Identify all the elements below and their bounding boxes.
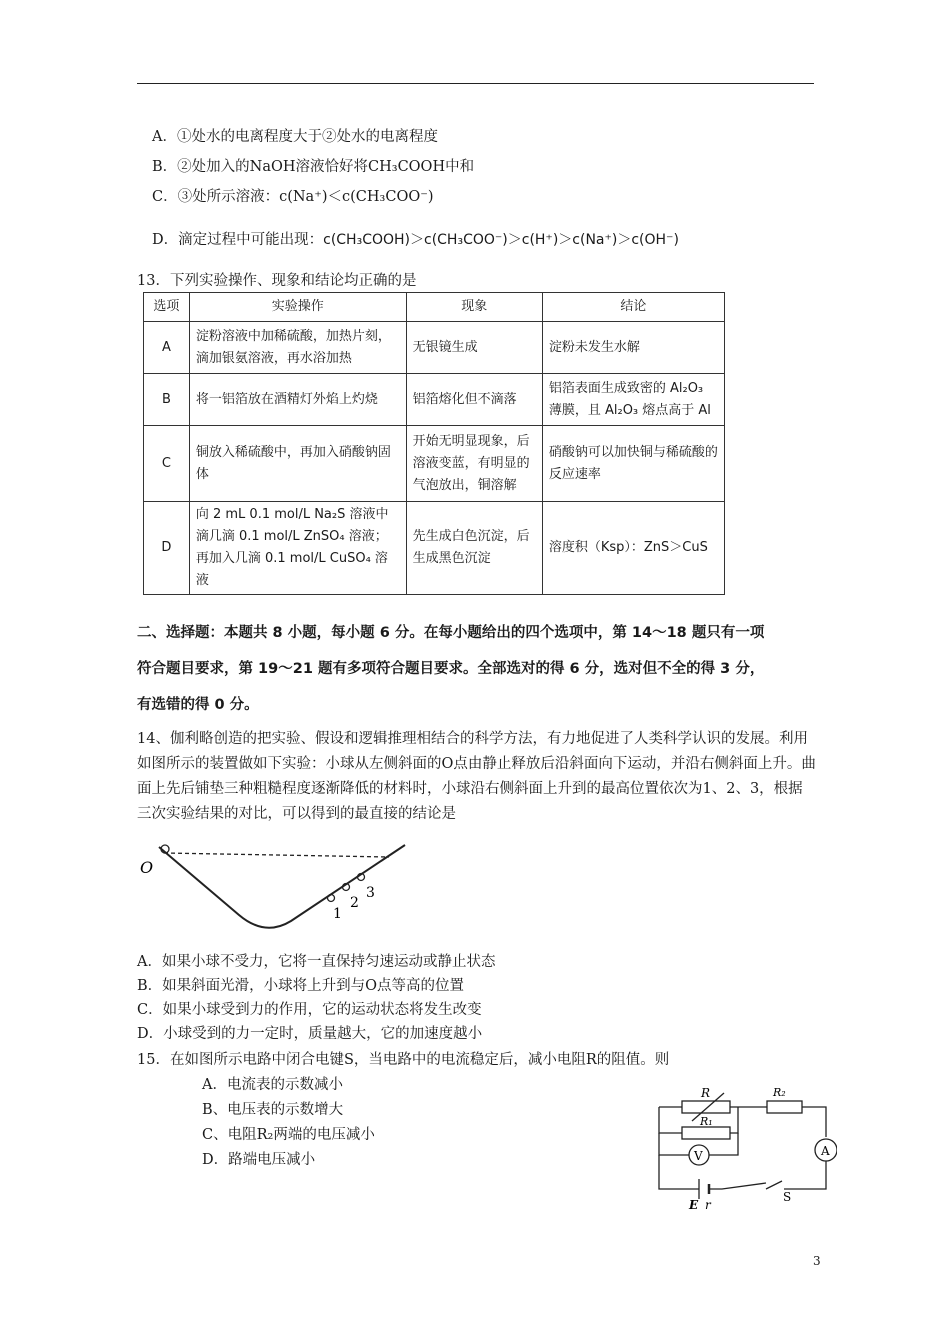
label-r: R [701, 1086, 711, 1100]
q14-option-b: B．如果斜面光滑，小球将上升到与O点等高的位置 [137, 978, 465, 994]
wire-r1-branch [659, 1107, 738, 1133]
table-cell-operation: 将一铝箔放在酒精灯外焰上灼烧 [189, 374, 406, 426]
table-row [144, 502, 725, 595]
q13-stem: 13．下列实验操作、现象和结论均正确的是 [137, 273, 417, 289]
q15-option-a: A．电流表的示数减小 [202, 1077, 343, 1093]
table-header-cell: 选项 [144, 293, 190, 322]
q12-option-a: A．①处水的电离程度大于②处水的电离程度 [152, 129, 438, 145]
label-r1: R₁ [700, 1115, 713, 1128]
resistor-r [682, 1101, 730, 1113]
table-cell-conclusion: 淀粉未发生水解 [542, 322, 724, 374]
table-header-cell: 现象 [406, 293, 542, 322]
q12-option-d-formula: c(CH₃COOH)＞c(CH₃COO⁻)＞c(H⁺)＞c(Na⁺)＞c(OH⁻) [323, 232, 679, 248]
q15-option-c: C、电阻R₂两端的电压减小 [202, 1127, 375, 1143]
section-heading-line-3: 有选错的得 0 分。 [137, 697, 259, 713]
table-cell-phenomenon: 无银镜生成 [406, 322, 542, 374]
q15-stem: 15．在如图所示电路中闭合电键S，当电路中的电流稳定后，减小电阻R的阻值。则 [137, 1052, 670, 1068]
table-row [144, 374, 725, 426]
wire-bottom [659, 1155, 826, 1189]
label-e: E [689, 1198, 699, 1210]
table-cell-option: A [144, 322, 190, 374]
section-heading-line-2: 符合题目要求，第 19～21 题有多项符合题目要求。全部选对的得 6 分，选对但不全的得 3 分， [137, 661, 765, 677]
table-row [144, 426, 725, 502]
q15-option-b: B、电压表的示数增大 [202, 1102, 344, 1118]
table-cell-option: C [144, 426, 190, 502]
table-cell-phenomenon: 先生成白色沉淀，后生成黑色沉淀 [406, 502, 542, 595]
table-header-row [144, 293, 725, 322]
q14-option-a: A．如果小球不受力，它将一直保持匀速运动或静止状态 [137, 954, 496, 970]
q12-option-d [152, 230, 679, 250]
section-heading-line-1: 二、选择题：本题共 8 小题，每小题 6 分。在每小题给出的四个选项中，第 14～18 题只有一项 [137, 625, 765, 641]
table-cell-operation: 淀粉溶液中加稀硫酸，加热片刻，滴加银氨溶液，再水浴加热 [189, 322, 406, 374]
label-3: 3 [366, 885, 375, 901]
q12-option-d-label: D．滴定过程中可能出现： [152, 232, 324, 248]
table-header-cell: 结论 [542, 293, 724, 322]
table-cell-conclusion: 硝酸钠可以加快铜与稀硫酸的反应速率 [542, 426, 724, 502]
table-cell-operation: 向 2 mL 0.1 mol/L Na₂S 溶液中滴几滴 0.1 mol/L ZnSO₄ 溶液；再加入几滴 0.1 mol/L CuSO₄ 溶液 [189, 502, 406, 595]
label-a: A [821, 1144, 830, 1158]
table-cell-conclusion: 铝箔表面生成致密的 Al₂O₃ 薄膜，且 Al₂O₃ 熔点高于 Al [542, 374, 724, 426]
resistor-r2 [767, 1101, 802, 1113]
label-s: S [783, 1190, 792, 1204]
label-internal-r: r [705, 1198, 711, 1210]
page-number: 3 [813, 1254, 821, 1268]
table-cell-operation: 铜放入稀硫酸中，再加入硝酸钠固体 [189, 426, 406, 502]
ball-position-1 [328, 895, 335, 902]
q13-table [143, 292, 725, 595]
table-row [144, 322, 725, 374]
label-o: O [140, 858, 154, 877]
label-r2: R₂ [773, 1086, 786, 1099]
table-cell-phenomenon: 开始无明显现象，后溶液变蓝，有明显的气泡放出，铜溶解 [406, 426, 542, 502]
switch-blade [766, 1181, 782, 1189]
q15-circuit-diagram [652, 1085, 837, 1210]
q14-option-d: D．小球受到的力一定时，质量越大，它的加速度越小 [137, 1026, 483, 1042]
resistor-r1 [682, 1127, 730, 1139]
q14-stem: 14、伽利略创造的把实验、假设和逻辑推理相结合的科学方法，有力地促进了人类科学认识的发展。利用如图所示的装置做如下实验：小球从左侧斜面的O点由静止释放后沿斜面向下运动，并沿右侧斜面上升。曲面上先后铺垫三种粗糙程度逐渐降低的材料时，小球沿右侧斜面上升到的最高位置依次为1、2、3，根据三次实验结果的对比，可以得到的最直接的结论是 [137, 731, 816, 822]
q14-figure-incline [137, 835, 412, 945]
reference-dashed-line [164, 853, 389, 857]
q12-option-c: C．③处所示溶液：c(Na⁺)＜c(CH₃COO⁻) [152, 189, 434, 205]
q14-option-c: C．如果小球受到力的作用，它的运动状态将发生改变 [137, 1002, 482, 1018]
table-cell-option: D [144, 502, 190, 595]
q12-option-b: B．②处加入的NaOH溶液恰好将CH₃COOH中和 [152, 159, 475, 175]
wire-top [659, 1107, 826, 1137]
header-rule [137, 83, 814, 84]
table-cell-conclusion: 溶度积（Ksp）：ZnS＞CuS [542, 502, 724, 595]
q15-option-d: D．路端电压减小 [202, 1152, 316, 1168]
label-2: 2 [350, 895, 359, 911]
table-cell-option: B [144, 374, 190, 426]
table-header-cell: 实验操作 [189, 293, 406, 322]
label-1: 1 [333, 906, 342, 922]
label-v: V [694, 1149, 703, 1163]
table-cell-phenomenon: 铝箔熔化但不滴落 [406, 374, 542, 426]
